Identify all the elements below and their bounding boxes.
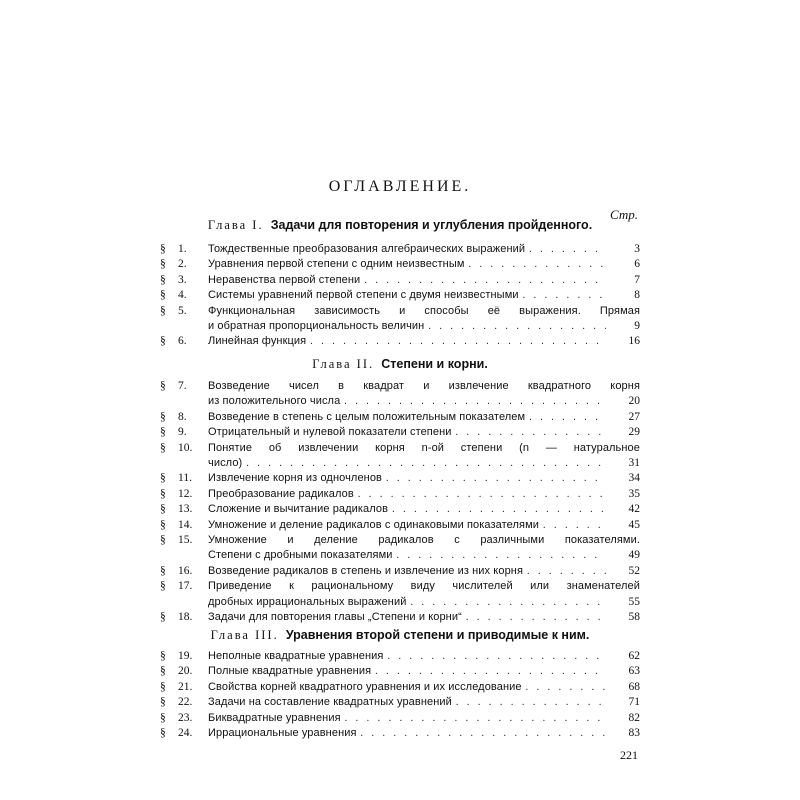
section-num: 14. bbox=[178, 518, 193, 531]
entry-title: Приведение к рациональному виду числителей или знаменателей bbox=[208, 580, 640, 593]
section-mark: § bbox=[160, 441, 166, 454]
toc-entry bbox=[160, 288, 640, 303]
section-num: 9. bbox=[178, 426, 187, 439]
entry-title: Тождественные преобразования алгебраических выражений bbox=[208, 243, 526, 255]
chapter-title: Уравнения второй степени и приводимые к ним. bbox=[285, 628, 590, 642]
dot-leader bbox=[523, 288, 606, 303]
section-number bbox=[160, 334, 206, 349]
section-mark: § bbox=[160, 680, 166, 693]
toc-entry bbox=[160, 664, 640, 679]
entry-title: Уравнения первой степени с одним неизвестным bbox=[208, 258, 465, 271]
entry-title: Биквадратные уравнения bbox=[208, 711, 341, 724]
entry-title: Умножение и деление радикалов с одинаковыми показателями bbox=[208, 518, 539, 531]
entry-title: Понятие об извлечении корня n-ой степени (n — натуральное bbox=[208, 441, 640, 454]
section-number bbox=[160, 726, 206, 741]
section-num: 10. bbox=[178, 441, 193, 454]
entry-title: Сложение и вычитание радикалов bbox=[208, 503, 389, 516]
entry-title: Системы уравнений первой степени с двумя неизвестными bbox=[208, 289, 519, 302]
dot-leader bbox=[466, 610, 606, 625]
dot-leader bbox=[469, 257, 607, 272]
section-mark: § bbox=[160, 611, 166, 624]
entry-page: 20 bbox=[628, 395, 640, 408]
section-number bbox=[160, 649, 206, 664]
section-mark: § bbox=[160, 380, 166, 392]
chapter-entries bbox=[160, 242, 640, 350]
section-number bbox=[160, 471, 206, 486]
dot-leader bbox=[456, 425, 607, 440]
entry-page: 34 bbox=[628, 472, 640, 485]
entry-page: 82 bbox=[628, 711, 640, 724]
entry-page: 42 bbox=[628, 503, 640, 516]
entry-page: 52 bbox=[628, 564, 640, 577]
section-mark: § bbox=[160, 711, 166, 724]
dot-leader bbox=[527, 564, 606, 579]
dot-leader bbox=[246, 456, 606, 471]
page-number: 221 bbox=[620, 748, 638, 762]
section-num: 15. bbox=[178, 534, 193, 547]
entry-page: 27 bbox=[628, 410, 640, 423]
chapter-prefix: Глава II. bbox=[312, 357, 375, 371]
dot-leader bbox=[344, 394, 606, 409]
dot-leader bbox=[310, 334, 606, 349]
entry-title: Отрицательный и нулевой показатели степени bbox=[208, 426, 452, 439]
toc-entry bbox=[160, 680, 640, 695]
dot-leader bbox=[361, 726, 606, 741]
toc-entry bbox=[160, 711, 640, 726]
section-num: 12. bbox=[178, 487, 193, 500]
section-num: 19. bbox=[178, 650, 193, 662]
toc-entry bbox=[160, 533, 640, 564]
toc-entry bbox=[160, 610, 640, 625]
toc-entry bbox=[160, 334, 640, 349]
section-num: 17. bbox=[178, 580, 193, 593]
toc-entry bbox=[160, 379, 640, 410]
section-mark: § bbox=[160, 564, 166, 577]
entry-title: Свойства корней квадратного уравнения и их исследование bbox=[208, 680, 522, 693]
section-num: 3. bbox=[178, 273, 187, 286]
chapter-title: Степени и корни. bbox=[381, 357, 488, 371]
entry-page: 68 bbox=[628, 680, 640, 693]
section-number bbox=[160, 242, 206, 257]
chapter-prefix: Глава III. bbox=[210, 628, 279, 642]
section-number bbox=[160, 487, 206, 502]
dot-leader bbox=[526, 680, 606, 695]
dot-leader bbox=[392, 502, 606, 517]
entry-title: Возведение чисел в квадрат и извлечение квадратного корня bbox=[208, 380, 640, 392]
entry-page: 62 bbox=[628, 650, 640, 662]
entry-title: Извлечение корня из одночленов bbox=[208, 472, 383, 485]
entry-page: 71 bbox=[628, 696, 640, 709]
section-number bbox=[160, 680, 206, 695]
section-num: 6. bbox=[178, 335, 187, 348]
chapter-heading bbox=[160, 628, 640, 643]
section-mark: § bbox=[160, 410, 166, 423]
section-mark: § bbox=[160, 503, 166, 516]
entry-page: 55 bbox=[628, 595, 640, 608]
section-number bbox=[160, 695, 206, 710]
entry-page: 3 bbox=[634, 243, 640, 255]
entry-title: из положительного числа bbox=[208, 395, 341, 408]
section-number bbox=[160, 379, 206, 394]
toc-entry bbox=[160, 518, 640, 533]
section-number bbox=[160, 425, 206, 440]
section-mark: § bbox=[160, 665, 166, 678]
dot-leader bbox=[364, 273, 606, 288]
section-mark: § bbox=[160, 650, 166, 662]
dot-leader bbox=[428, 319, 606, 334]
section-num: 13. bbox=[178, 503, 193, 516]
section-mark: § bbox=[160, 258, 166, 271]
toc-entry bbox=[160, 502, 640, 517]
entry-title: Умножение и деление радикалов с различными показателями. bbox=[208, 534, 640, 547]
chapter-entries bbox=[160, 379, 640, 626]
chapter-entries bbox=[160, 649, 640, 741]
section-mark: § bbox=[160, 304, 166, 317]
entry-page: 8 bbox=[634, 289, 640, 302]
dot-leader bbox=[387, 649, 606, 664]
section-number bbox=[160, 304, 206, 319]
toc-entry bbox=[160, 564, 640, 579]
section-number bbox=[160, 288, 206, 303]
entry-page: 63 bbox=[628, 665, 640, 678]
section-number bbox=[160, 273, 206, 288]
section-num: 7. bbox=[178, 380, 187, 392]
page-column-label: Стр. bbox=[610, 207, 638, 222]
entry-page: 6 bbox=[634, 258, 640, 271]
entry-title: Иррациональные уравнения bbox=[208, 727, 357, 740]
section-num: 22. bbox=[178, 696, 193, 709]
dot-leader bbox=[529, 242, 606, 257]
toc-entry bbox=[160, 487, 640, 502]
toc-entry bbox=[160, 649, 640, 664]
entry-title: Линейная функция bbox=[208, 335, 307, 348]
section-number bbox=[160, 711, 206, 726]
dot-leader bbox=[386, 471, 606, 486]
toc-entry bbox=[160, 579, 640, 610]
section-number bbox=[160, 610, 206, 625]
entry-page: 35 bbox=[628, 487, 640, 500]
section-mark: § bbox=[160, 273, 166, 286]
section-mark: § bbox=[160, 335, 166, 348]
dot-leader bbox=[410, 595, 606, 610]
section-num: 21. bbox=[178, 680, 193, 693]
entry-title: дробных иррациональных выражений bbox=[208, 595, 407, 608]
section-num: 20. bbox=[178, 665, 193, 678]
toc-entry bbox=[160, 304, 640, 335]
dot-leader bbox=[345, 711, 606, 726]
section-num: 2. bbox=[178, 258, 187, 271]
toc-entry bbox=[160, 425, 640, 440]
section-mark: § bbox=[160, 487, 166, 500]
section-mark: § bbox=[160, 426, 166, 439]
toc-entry bbox=[160, 441, 640, 472]
section-mark: § bbox=[160, 289, 166, 302]
entry-title: Задачи на составление квадратных уравнений bbox=[208, 696, 452, 709]
chapter-heading bbox=[160, 218, 640, 233]
section-num: 16. bbox=[178, 564, 193, 577]
section-mark: § bbox=[160, 696, 166, 709]
dot-leader bbox=[396, 548, 606, 563]
entry-title: Неполные квадратные уравнения bbox=[208, 650, 384, 662]
chapter-title: Задачи для повторения и углубления пройденного. bbox=[270, 218, 593, 232]
entry-page: 83 bbox=[628, 727, 640, 740]
entry-title: Полные квадратные уравнения bbox=[208, 665, 372, 678]
section-number bbox=[160, 518, 206, 533]
section-num: 23. bbox=[178, 711, 193, 724]
entry-page: 45 bbox=[628, 518, 640, 531]
dot-leader bbox=[456, 695, 606, 710]
entry-title: число) bbox=[208, 457, 243, 470]
dot-leader bbox=[529, 410, 606, 425]
entry-title: Степени с дробными показателями bbox=[208, 549, 393, 562]
toc-entry bbox=[160, 726, 640, 741]
dot-leader bbox=[375, 664, 606, 679]
entry-page: 9 bbox=[634, 320, 640, 333]
section-num: 1. bbox=[178, 243, 187, 255]
section-mark: § bbox=[160, 243, 166, 255]
toc-title: ОГЛАВЛЕНИЕ. bbox=[328, 178, 472, 195]
entry-title: Задачи для повторения главы „Степени и корни“ bbox=[208, 611, 462, 624]
chapter-prefix: Глава I. bbox=[207, 218, 264, 232]
section-number bbox=[160, 564, 206, 579]
toc-entry bbox=[160, 257, 640, 272]
dot-leader bbox=[543, 518, 606, 533]
section-num: 18. bbox=[178, 611, 193, 624]
entry-title: и обратная пропорциональность величин bbox=[208, 320, 425, 333]
section-num: 8. bbox=[178, 410, 187, 423]
entry-page: 7 bbox=[634, 273, 640, 286]
section-number bbox=[160, 441, 206, 456]
section-mark: § bbox=[160, 472, 166, 485]
section-number bbox=[160, 579, 206, 594]
section-num: 24. bbox=[178, 727, 193, 740]
section-mark: § bbox=[160, 580, 166, 593]
toc-entry bbox=[160, 695, 640, 710]
entry-page: 16 bbox=[628, 335, 640, 348]
entry-title: Неравенства первой степени bbox=[208, 273, 361, 286]
entry-page: 49 bbox=[628, 549, 640, 562]
entry-title: Преобразование радикалов bbox=[208, 487, 354, 500]
toc-entry bbox=[160, 410, 640, 425]
section-number bbox=[160, 257, 206, 272]
section-number bbox=[160, 664, 206, 679]
entry-page: 31 bbox=[628, 457, 640, 470]
toc-entry bbox=[160, 273, 640, 288]
section-number bbox=[160, 410, 206, 425]
section-number bbox=[160, 533, 206, 548]
dot-leader bbox=[358, 487, 606, 502]
section-mark: § bbox=[160, 727, 166, 740]
entry-title: Возведение в степень с целым положительным показателем bbox=[208, 410, 526, 423]
section-number bbox=[160, 502, 206, 517]
entry-page: 58 bbox=[628, 611, 640, 624]
section-num: 5. bbox=[178, 304, 187, 317]
section-mark: § bbox=[160, 518, 166, 531]
entry-title: Функциональная зависимость и способы её выражения. Прямая bbox=[208, 304, 640, 317]
section-mark: § bbox=[160, 534, 166, 547]
section-num: 11. bbox=[178, 472, 192, 485]
toc-entry bbox=[160, 471, 640, 486]
section-num: 4. bbox=[178, 289, 187, 302]
entry-title: Возведение радикалов в степень и извлечение из них корня bbox=[208, 564, 524, 577]
entry-page: 29 bbox=[628, 426, 640, 439]
toc-entry bbox=[160, 242, 640, 257]
chapter-heading bbox=[160, 357, 640, 372]
